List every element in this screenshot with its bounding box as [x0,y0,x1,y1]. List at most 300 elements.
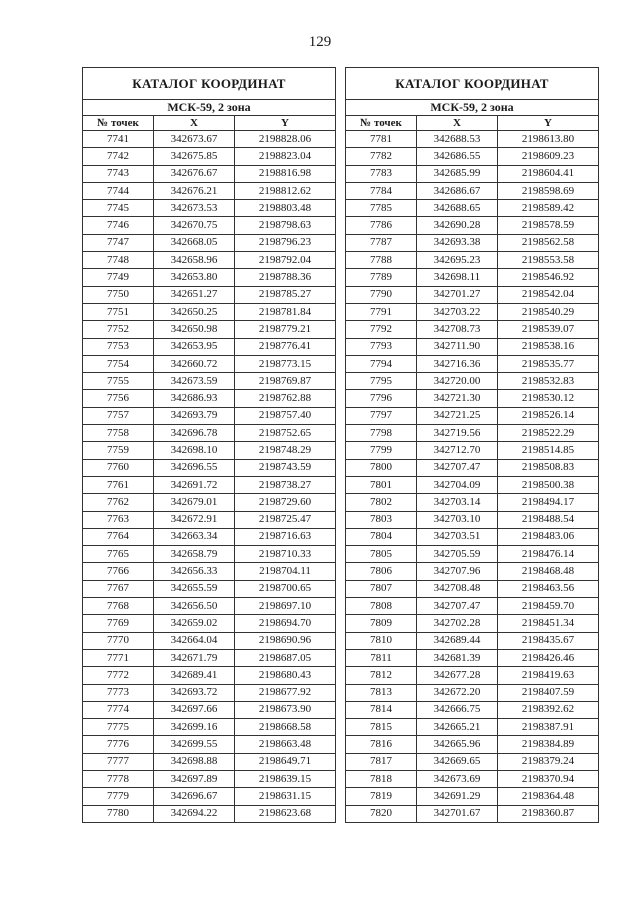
table-row [346,459,599,476]
x-coordinate-cell: 342708.48 [417,580,498,597]
y-coordinate-cell: 2198704.11 [235,563,336,580]
x-coordinate-cell: 342696.55 [154,459,235,476]
point-number-cell: 7763 [83,511,154,528]
x-coordinate-cell: 342669.65 [417,753,498,770]
x-coordinate-cell: 342716.36 [417,355,498,372]
table-row [83,701,336,718]
y-coordinate-cell: 2198700.65 [235,580,336,597]
point-number-cell: 7768 [83,598,154,615]
point-number-cell: 7801 [346,476,417,493]
table-row [346,148,599,165]
y-coordinate-cell: 2198738.27 [235,476,336,493]
y-coordinate-cell: 2198392.62 [498,701,599,718]
table-row [83,286,336,303]
column-header-point-number: № точек [83,116,154,131]
point-number-cell: 7782 [346,148,417,165]
x-coordinate-cell: 342650.98 [154,321,235,338]
x-coordinate-cell: 342701.67 [417,805,498,822]
table-row [83,719,336,736]
point-number-cell: 7773 [83,684,154,701]
point-number-cell: 7796 [346,390,417,407]
x-coordinate-cell: 342656.33 [154,563,235,580]
catalog-title: КАТАЛОГ КООРДИНАТ [346,68,599,100]
table-row [83,667,336,684]
y-coordinate-cell: 2198426.46 [498,649,599,666]
point-number-cell: 7780 [83,805,154,822]
table-row [346,753,599,770]
y-coordinate-cell: 2198609.23 [498,148,599,165]
y-coordinate-cell: 2198538.16 [498,338,599,355]
point-number-cell: 7803 [346,511,417,528]
point-number-cell: 7781 [346,131,417,148]
x-coordinate-cell: 342653.95 [154,338,235,355]
x-coordinate-cell: 342688.53 [417,131,498,148]
x-coordinate-cell: 342698.88 [154,753,235,770]
y-coordinate-cell: 2198379.24 [498,753,599,770]
y-coordinate-cell: 2198776.41 [235,338,336,355]
point-number-cell: 7813 [346,684,417,701]
y-coordinate-cell: 2198578.59 [498,217,599,234]
point-number-cell: 7820 [346,805,417,822]
point-number-cell: 7799 [346,442,417,459]
y-coordinate-cell: 2198598.69 [498,182,599,199]
y-coordinate-cell: 2198360.87 [498,805,599,822]
point-number-cell: 7787 [346,234,417,251]
point-number-cell: 7810 [346,632,417,649]
table-row [346,476,599,493]
x-coordinate-cell: 342721.25 [417,407,498,424]
y-coordinate-cell: 2198680.43 [235,667,336,684]
y-coordinate-cell: 2198687.05 [235,649,336,666]
x-coordinate-cell: 342719.56 [417,425,498,442]
table-row [346,805,599,822]
point-number-cell: 7748 [83,252,154,269]
table-row [83,476,336,493]
y-coordinate-cell: 2198677.92 [235,684,336,701]
y-coordinate-cell: 2198463.56 [498,580,599,597]
x-coordinate-cell: 342695.23 [417,252,498,269]
y-coordinate-cell: 2198812.62 [235,182,336,199]
y-coordinate-cell: 2198488.54 [498,511,599,528]
point-number-cell: 7779 [83,788,154,805]
table-row [346,736,599,753]
point-number-cell: 7812 [346,667,417,684]
y-coordinate-cell: 2198649.71 [235,753,336,770]
x-coordinate-cell: 342703.14 [417,494,498,511]
x-coordinate-cell: 342668.05 [154,234,235,251]
point-number-cell: 7743 [83,165,154,182]
point-number-cell: 7808 [346,598,417,615]
point-number-cell: 7770 [83,632,154,649]
x-coordinate-cell: 342665.21 [417,719,498,736]
table-row [346,788,599,805]
x-coordinate-cell: 342720.00 [417,373,498,390]
table-row [346,390,599,407]
y-coordinate-cell: 2198562.58 [498,234,599,251]
table-row [346,770,599,787]
y-coordinate-cell: 2198459.70 [498,598,599,615]
x-coordinate-cell: 342693.38 [417,234,498,251]
y-coordinate-cell: 2198468.48 [498,563,599,580]
x-coordinate-cell: 342691.29 [417,788,498,805]
table-row [346,217,599,234]
point-number-cell: 7752 [83,321,154,338]
point-number-cell: 7747 [83,234,154,251]
table-row [83,736,336,753]
x-coordinate-cell: 342694.22 [154,805,235,822]
x-coordinate-cell: 342703.22 [417,303,498,320]
coordinate-catalog-left [82,67,336,823]
y-coordinate-cell: 2198716.63 [235,528,336,545]
point-number-cell: 7785 [346,200,417,217]
y-coordinate-cell: 2198673.90 [235,701,336,718]
point-number-cell: 7786 [346,217,417,234]
x-coordinate-cell: 342673.59 [154,373,235,390]
point-number-cell: 7765 [83,546,154,563]
y-coordinate-cell: 2198419.63 [498,667,599,684]
point-number-cell: 7788 [346,252,417,269]
y-coordinate-cell: 2198796.23 [235,234,336,251]
y-coordinate-cell: 2198435.67 [498,632,599,649]
x-coordinate-cell: 342659.02 [154,615,235,632]
x-coordinate-cell: 342671.79 [154,649,235,666]
table-row [83,303,336,320]
x-coordinate-cell: 342702.28 [417,615,498,632]
table-row [83,252,336,269]
x-coordinate-cell: 342677.28 [417,667,498,684]
y-coordinate-cell: 2198788.36 [235,269,336,286]
point-number-cell: 7757 [83,407,154,424]
point-number-cell: 7772 [83,667,154,684]
x-coordinate-cell: 342650.25 [154,303,235,320]
y-coordinate-cell: 2198710.33 [235,546,336,563]
point-number-cell: 7761 [83,476,154,493]
x-coordinate-cell: 342705.59 [417,546,498,563]
y-coordinate-cell: 2198694.70 [235,615,336,632]
point-number-cell: 7751 [83,303,154,320]
point-number-cell: 7769 [83,615,154,632]
x-coordinate-cell: 342651.27 [154,286,235,303]
x-coordinate-cell: 342703.51 [417,528,498,545]
table-row [346,580,599,597]
table-row [346,252,599,269]
point-number-cell: 7771 [83,649,154,666]
y-coordinate-cell: 2198407.59 [498,684,599,701]
x-coordinate-cell: 342704.09 [417,476,498,493]
table-row [346,182,599,199]
x-coordinate-cell: 342658.79 [154,546,235,563]
x-coordinate-cell: 342712.70 [417,442,498,459]
table-row [346,667,599,684]
table-row [83,165,336,182]
y-coordinate-cell: 2198483.06 [498,528,599,545]
catalog-title: КАТАЛОГ КООРДИНАТ [83,68,336,100]
point-number-cell: 7742 [83,148,154,165]
point-number-cell: 7806 [346,563,417,580]
table-row [346,632,599,649]
y-coordinate-cell: 2198542.04 [498,286,599,303]
y-coordinate-cell: 2198500.38 [498,476,599,493]
point-number-cell: 7798 [346,425,417,442]
y-coordinate-cell: 2198631.15 [235,788,336,805]
table-row [83,148,336,165]
x-coordinate-cell: 342708.73 [417,321,498,338]
x-coordinate-cell: 342698.11 [417,269,498,286]
table-row [346,598,599,615]
coordinate-catalog-right [345,67,599,823]
y-coordinate-cell: 2198384.89 [498,736,599,753]
point-number-cell: 7753 [83,338,154,355]
page-number: 129 [308,34,332,50]
point-number-cell: 7784 [346,182,417,199]
point-number-cell: 7759 [83,442,154,459]
y-coordinate-cell: 2198476.14 [498,546,599,563]
table-row [346,286,599,303]
x-coordinate-cell: 342679.01 [154,494,235,511]
point-number-cell: 7745 [83,200,154,217]
table-row [83,770,336,787]
table-row [83,234,336,251]
table-row [83,200,336,217]
table-row [346,165,599,182]
x-coordinate-cell: 342699.16 [154,719,235,736]
y-coordinate-cell: 2198604.41 [498,165,599,182]
y-coordinate-cell: 2198639.15 [235,770,336,787]
y-coordinate-cell: 2198773.15 [235,355,336,372]
y-coordinate-cell: 2198546.92 [498,269,599,286]
table-row [83,598,336,615]
y-coordinate-cell: 2198743.59 [235,459,336,476]
table-row [346,442,599,459]
table-row [83,269,336,286]
x-coordinate-cell: 342666.75 [417,701,498,718]
point-number-cell: 7817 [346,753,417,770]
x-coordinate-cell: 342707.96 [417,563,498,580]
x-coordinate-cell: 342691.72 [154,476,235,493]
table-row [83,753,336,770]
x-coordinate-cell: 342698.10 [154,442,235,459]
table-row [346,200,599,217]
x-coordinate-cell: 342663.34 [154,528,235,545]
point-number-cell: 7819 [346,788,417,805]
x-coordinate-cell: 342693.72 [154,684,235,701]
y-coordinate-cell: 2198752.65 [235,425,336,442]
y-coordinate-cell: 2198514.85 [498,442,599,459]
y-coordinate-cell: 2198785.27 [235,286,336,303]
x-coordinate-cell: 342676.21 [154,182,235,199]
table-row [83,805,336,822]
x-coordinate-cell: 342672.20 [417,684,498,701]
point-number-cell: 7800 [346,459,417,476]
table-body-left [83,131,336,823]
y-coordinate-cell: 2198508.83 [498,459,599,476]
column-header-x: X [417,116,498,131]
y-coordinate-cell: 2198792.04 [235,252,336,269]
x-coordinate-cell: 342703.10 [417,511,498,528]
x-coordinate-cell: 342707.47 [417,459,498,476]
x-coordinate-cell: 342655.59 [154,580,235,597]
point-number-cell: 7807 [346,580,417,597]
y-coordinate-cell: 2198748.29 [235,442,336,459]
x-coordinate-cell: 342721.30 [417,390,498,407]
point-number-cell: 7792 [346,321,417,338]
y-coordinate-cell: 2198816.98 [235,165,336,182]
y-coordinate-cell: 2198828.06 [235,131,336,148]
point-number-cell: 7744 [83,182,154,199]
table-row [346,425,599,442]
table-row [346,546,599,563]
point-number-cell: 7805 [346,546,417,563]
table-row [346,701,599,718]
y-coordinate-cell: 2198526.14 [498,407,599,424]
x-coordinate-cell: 342689.41 [154,667,235,684]
x-coordinate-cell: 342689.44 [417,632,498,649]
y-coordinate-cell: 2198803.48 [235,200,336,217]
point-number-cell: 7811 [346,649,417,666]
x-coordinate-cell: 342696.78 [154,425,235,442]
x-coordinate-cell: 342681.39 [417,649,498,666]
y-coordinate-cell: 2198553.58 [498,252,599,269]
y-coordinate-cell: 2198387.91 [498,719,599,736]
x-coordinate-cell: 342676.67 [154,165,235,182]
table-row [83,442,336,459]
x-coordinate-cell: 342697.89 [154,770,235,787]
x-coordinate-cell: 342672.91 [154,511,235,528]
table-row [83,494,336,511]
point-number-cell: 7764 [83,528,154,545]
y-coordinate-cell: 2198532.83 [498,373,599,390]
point-number-cell: 7802 [346,494,417,511]
y-coordinate-cell: 2198697.10 [235,598,336,615]
x-coordinate-cell: 342686.67 [417,182,498,199]
point-number-cell: 7775 [83,719,154,736]
point-number-cell: 7750 [83,286,154,303]
y-coordinate-cell: 2198798.63 [235,217,336,234]
point-number-cell: 7814 [346,701,417,718]
point-number-cell: 7797 [346,407,417,424]
x-coordinate-cell: 342653.80 [154,269,235,286]
table-row [346,494,599,511]
y-coordinate-cell: 2198781.84 [235,303,336,320]
y-coordinate-cell: 2198522.29 [498,425,599,442]
point-number-cell: 7789 [346,269,417,286]
coordinate-system: МСК-59, 2 зона [83,100,336,116]
y-coordinate-cell: 2198663.48 [235,736,336,753]
x-coordinate-cell: 342690.28 [417,217,498,234]
table-row [83,528,336,545]
point-number-cell: 7754 [83,355,154,372]
point-number-cell: 7762 [83,494,154,511]
point-number-cell: 7746 [83,217,154,234]
point-number-cell: 7767 [83,580,154,597]
point-number-cell: 7776 [83,736,154,753]
point-number-cell: 7809 [346,615,417,632]
y-coordinate-cell: 2198535.77 [498,355,599,372]
x-coordinate-cell: 342656.50 [154,598,235,615]
y-coordinate-cell: 2198539.07 [498,321,599,338]
x-coordinate-cell: 342686.93 [154,390,235,407]
point-number-cell: 7766 [83,563,154,580]
table-row [346,615,599,632]
point-number-cell: 7778 [83,770,154,787]
x-coordinate-cell: 342697.66 [154,701,235,718]
table-body-right [346,131,599,823]
point-number-cell: 7756 [83,390,154,407]
y-coordinate-cell: 2198451.34 [498,615,599,632]
table-row [83,407,336,424]
point-number-cell: 7790 [346,286,417,303]
x-coordinate-cell: 342673.69 [417,770,498,787]
table-row [346,563,599,580]
x-coordinate-cell: 342658.96 [154,252,235,269]
x-coordinate-cell: 342673.67 [154,131,235,148]
table-row [83,511,336,528]
point-number-cell: 7777 [83,753,154,770]
table-row [346,338,599,355]
column-header-y: Y [235,116,336,131]
point-number-cell: 7818 [346,770,417,787]
point-number-cell: 7816 [346,736,417,753]
x-coordinate-cell: 342664.04 [154,632,235,649]
x-coordinate-cell: 342675.85 [154,148,235,165]
x-coordinate-cell: 342665.96 [417,736,498,753]
y-coordinate-cell: 2198540.29 [498,303,599,320]
point-number-cell: 7795 [346,373,417,390]
table-row [83,373,336,390]
y-coordinate-cell: 2198690.96 [235,632,336,649]
y-coordinate-cell: 2198370.94 [498,770,599,787]
x-coordinate-cell: 342660.72 [154,355,235,372]
table-row [83,684,336,701]
table-row [83,182,336,199]
table-row [83,580,336,597]
table-row [346,355,599,372]
table-row [83,632,336,649]
point-number-cell: 7793 [346,338,417,355]
x-coordinate-cell: 342699.55 [154,736,235,753]
table-row [83,321,336,338]
table-row [83,338,336,355]
y-coordinate-cell: 2198623.68 [235,805,336,822]
table-row [83,217,336,234]
table-row [83,563,336,580]
table-row [346,303,599,320]
table-row [346,131,599,148]
table-row [346,684,599,701]
y-coordinate-cell: 2198613.80 [498,131,599,148]
table-row [346,719,599,736]
column-header-point-number: № точек [346,116,417,131]
point-number-cell: 7758 [83,425,154,442]
x-coordinate-cell: 342673.53 [154,200,235,217]
table-row [83,788,336,805]
point-number-cell: 7791 [346,303,417,320]
x-coordinate-cell: 342701.27 [417,286,498,303]
y-coordinate-cell: 2198823.04 [235,148,336,165]
table-row [346,373,599,390]
point-number-cell: 7815 [346,719,417,736]
y-coordinate-cell: 2198589.42 [498,200,599,217]
point-number-cell: 7741 [83,131,154,148]
column-header-y: Y [498,116,599,131]
y-coordinate-cell: 2198779.21 [235,321,336,338]
table-row [346,269,599,286]
table-row [83,615,336,632]
point-number-cell: 7749 [83,269,154,286]
y-coordinate-cell: 2198668.58 [235,719,336,736]
y-coordinate-cell: 2198364.48 [498,788,599,805]
table-row [346,321,599,338]
